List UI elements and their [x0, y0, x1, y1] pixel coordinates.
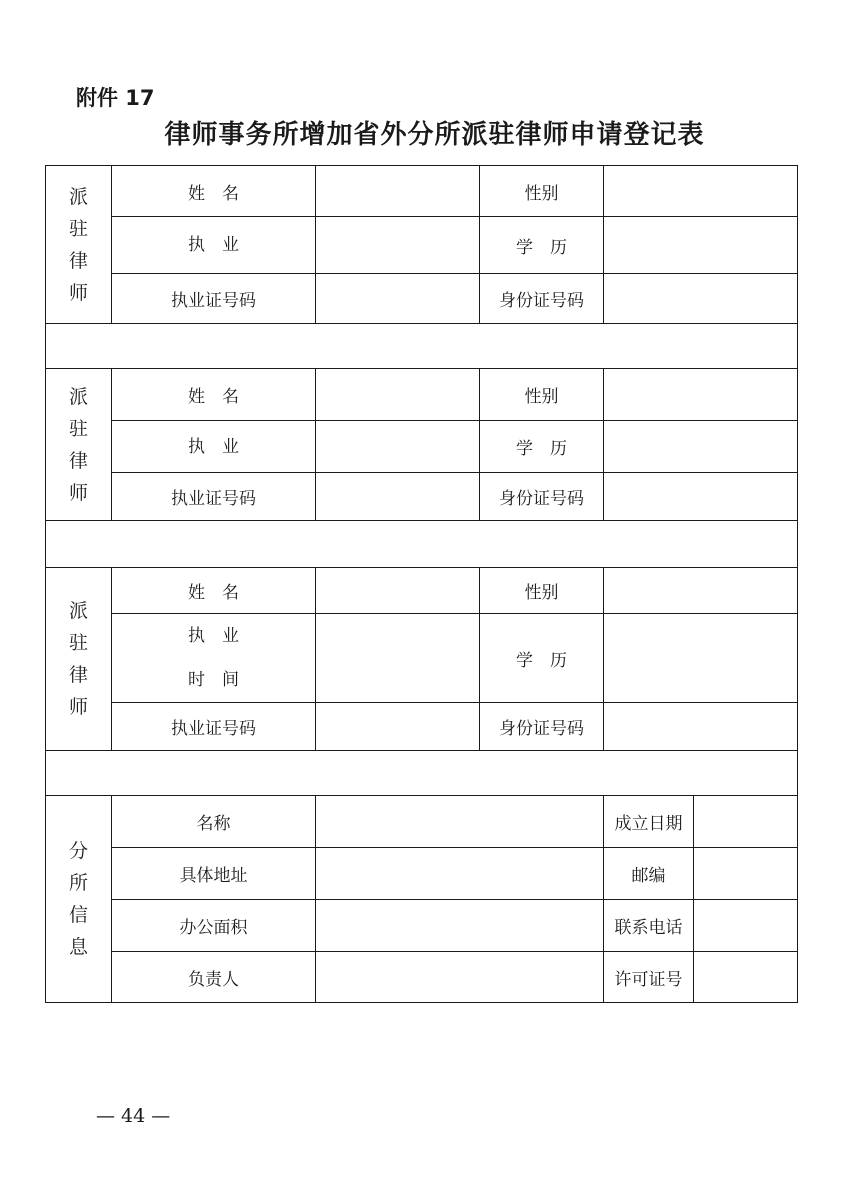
phone-value-cell[interactable]	[693, 899, 798, 952]
education-label: 学 历	[479, 216, 604, 274]
address-label: 具体地址	[111, 847, 316, 900]
practice-label-text: 执 业	[188, 235, 239, 255]
phone-label: 联系电话	[603, 899, 694, 952]
section-label-lawyer	[45, 567, 112, 751]
license-permit-value-cell[interactable]	[693, 951, 798, 1003]
established-date-value-cell[interactable]	[693, 795, 798, 848]
practice-time-label-text: 时 间	[188, 670, 239, 690]
license-number-value-cell[interactable]	[315, 472, 480, 521]
education-value-cell[interactable]	[603, 613, 798, 703]
section-label-lawyer	[45, 165, 112, 324]
id-number-label: 身份证号码	[479, 702, 604, 751]
education-label: 学 历	[479, 420, 604, 473]
practice-label	[111, 216, 316, 274]
practice-label-text: 执 业	[188, 436, 239, 457]
postal-code-value-cell[interactable]	[693, 847, 798, 900]
gender-value-cell[interactable]	[603, 368, 798, 421]
established-date-label: 成立日期	[603, 795, 694, 848]
section-label-branch	[45, 795, 112, 1003]
address-value-cell[interactable]	[315, 847, 604, 900]
id-number-value-cell[interactable]	[603, 273, 798, 324]
practice-label-text: 执 业	[188, 626, 239, 646]
license-number-label: 执业证号码	[111, 472, 316, 521]
id-number-value-cell[interactable]	[603, 702, 798, 751]
office-area-label: 办公面积	[111, 899, 316, 952]
practice-value-cell[interactable]	[315, 420, 480, 473]
form-title: 律师事务所增加省外分所派驻律师申请登记表	[164, 120, 705, 150]
section-label-text: 派驻律师	[69, 600, 89, 718]
gender-label: 性别	[479, 165, 604, 217]
name-value-cell[interactable]	[315, 368, 480, 421]
practice-value-cell[interactable]	[315, 613, 480, 703]
id-number-label: 身份证号码	[479, 472, 604, 521]
name-label: 姓 名	[111, 567, 316, 614]
section-label-text: 派驻律师	[69, 385, 89, 504]
section-label-lawyer	[45, 368, 112, 521]
education-label: 学 历	[479, 613, 604, 703]
id-number-label: 身份证号码	[479, 273, 604, 324]
practice-label	[111, 420, 316, 473]
id-number-value-cell[interactable]	[603, 472, 798, 521]
separator-row	[45, 323, 798, 369]
attachment-number: 附件 17	[76, 86, 155, 110]
name-value-cell[interactable]	[315, 567, 480, 614]
manager-label: 负责人	[111, 951, 316, 1003]
license-number-value-cell[interactable]	[315, 702, 480, 751]
gender-value-cell[interactable]	[603, 165, 798, 217]
office-area-value-cell[interactable]	[315, 899, 604, 952]
separator-row	[45, 750, 798, 796]
name-label: 姓 名	[111, 368, 316, 421]
education-value-cell[interactable]	[603, 420, 798, 473]
education-value-cell[interactable]	[603, 216, 798, 274]
license-number-label: 执业证号码	[111, 273, 316, 324]
branch-name-label: 名称	[111, 795, 316, 848]
branch-name-value-cell[interactable]	[315, 795, 604, 848]
license-permit-label: 许可证号	[603, 951, 694, 1003]
license-number-value-cell[interactable]	[315, 273, 480, 324]
postal-code-label: 邮编	[603, 847, 694, 900]
license-number-label: 执业证号码	[111, 702, 316, 751]
section-label-text: 分所信息	[69, 840, 89, 958]
gender-value-cell[interactable]	[603, 567, 798, 614]
practice-value-cell[interactable]	[315, 216, 480, 274]
section-label-text: 派驻律师	[69, 185, 89, 304]
name-value-cell[interactable]	[315, 165, 480, 217]
gender-label: 性别	[479, 368, 604, 421]
name-label: 姓 名	[111, 165, 316, 217]
practice-label	[111, 613, 316, 703]
separator-row	[45, 520, 798, 568]
gender-label: 性别	[479, 567, 604, 614]
page-number: — 44 —	[96, 1105, 171, 1127]
manager-value-cell[interactable]	[315, 951, 604, 1003]
